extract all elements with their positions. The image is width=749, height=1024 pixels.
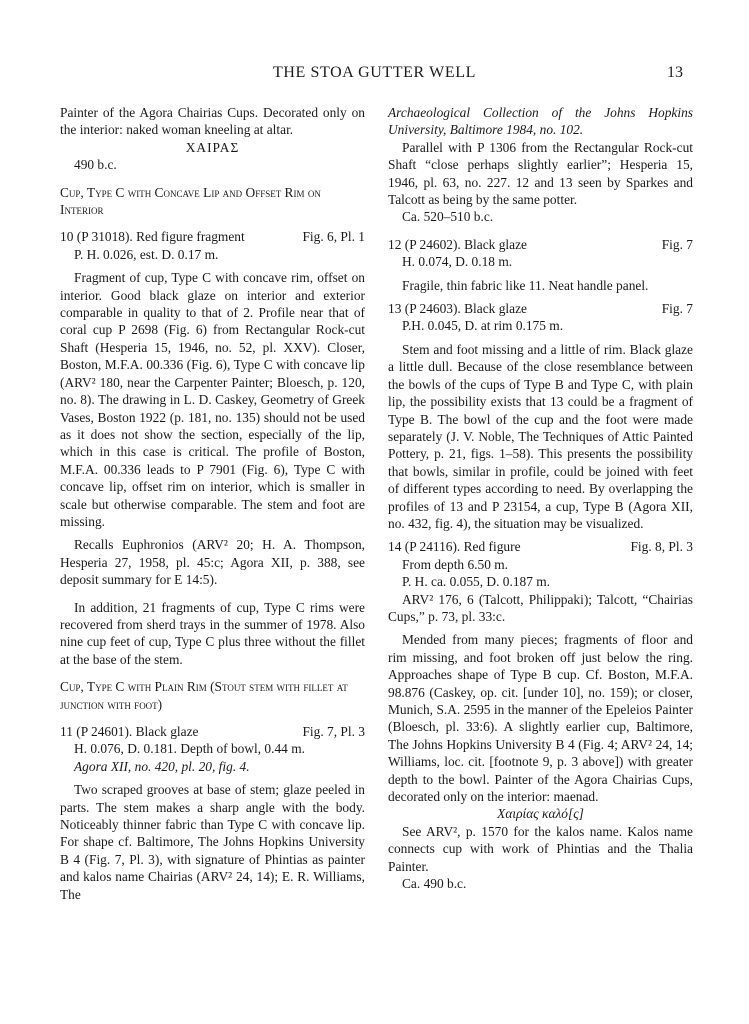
continued-citation: Archaeological Collection of the Johns Hopkins University, Baltimore 1984, no. 102.: [388, 105, 693, 138]
entry-11-figure-ref: Fig. 7, Pl. 3: [302, 724, 365, 739]
entry-14-dimensions: P. H. ca. 0.055, D. 0.187 m.: [402, 574, 551, 590]
entry-10-dimensions: P. H. 0.026, est. D. 0.17 m.: [74, 246, 219, 262]
intro-paragraph: Painter of the Agora Chairias Cups. Decorated only on the interior: naked woman kneeling at altar.: [60, 105, 365, 138]
running-title: THE STOA GUTTER WELL: [273, 64, 476, 81]
entry-12-description: Fragile, thin fabric like 11. Neat handle panel.: [402, 277, 649, 293]
parallel-paragraph: Parallel with P 1306 from the Rectangular Rock-cut Shaft “close perhaps slightly earlier”; Hesperia 15, 1946, pl. 63, no. 227. 12 and 13 seen by Sparkes and Talcott as being by the same potter.: [388, 139, 693, 208]
entry-14-inscription: Χαιρίας καλό[ς]: [497, 806, 584, 822]
entry-14-depth: From depth 6.50 m.: [402, 556, 509, 572]
entry-11-dimensions: H. 0.076, D. 0.181. Depth of bowl, 0.44 m.: [74, 741, 305, 757]
entry-14-date: Ca. 490 b.c.: [402, 876, 467, 892]
entry-11-description: Two scraped grooves at base of stem; glaze peeled in parts. The stem makes a sharp angle with the body. Noticeably thinner fabric than Type C with concave lip. For shape cf. Baltimore, The Johns Hopkins University B 4 (Fig. 7, Pl. 3), with signature of Phintias as painter and kalos name Chairias (ARV² 24, 14); E. R. Williams, The: [60, 782, 365, 902]
entry-10-description: Fragment of cup, Type C with concave rim, offset on interior. Good black glaze on interior and exterior comparable in quality to that of 2. Profile near that of coral cup P 2698 (Fig. 6) from Rectangular Rock-cut Shaft (Hesperia 15, 1946, no. 52, pl. XXV). Closer, Boston, M.F.A. 00.336 (Fig. 6), Type C with concave lip (ARV² 180, near the Carpenter Painter; Bloesch, p. 120, no. 8). The drawing in L. D. Caskey, Geometry of Greek Vases, Boston 1922 (p. 181, no. 135) should not be used as it does not show the section, especially of the lip, which in this case is critical. The profile of Boston, M.F.A. 00.336 leads to P 7901 (Fig. 6), Type C with concave lip, offset rim on interior, which is smaller in scale but otherwise comparable. The stem and foot are missing.: [60, 270, 365, 529]
entry-10-recalls: Recalls Euphronios (ARV² 20; H. A. Thompson, Hesperia 27, 1958, pl. 45:c; Agora XII, p. 388, see deposit summary for E 14:5).: [60, 537, 365, 588]
entry-12-header: [388, 236, 693, 253]
entry-13-header: [388, 300, 693, 317]
entry-14-references: ARV² 176, 6 (Talcott, Philippaki); Talcott, “Chairias Cups,” p. 73, pl. 33:c.: [388, 591, 693, 624]
entry-13-description: Stem and foot missing and a little of rim. Black glaze a little dull. Because of the close resemblance between the bowls of the cups of Type B and Type C, with plain lip, the possibility exists that 13 could be a fragment of Type B. The bowl of the cup and the foot were made separately (J. V. Noble, The Techniques of Attic Painted Pottery, p. 21, figs. 1–58). This presents the possibility that bowls, similar in profile, could be joined with feet of different types according to need. By overlapping the profiles of 13 and P 23154, a cup, Type B (Agora XII, no. 432, fig. 4), the situation may be visualized.: [388, 341, 693, 531]
entry-14-figure-ref: Fig. 8, Pl. 3: [630, 539, 693, 555]
entry-13-title: 13 (P 24603). Black glaze: [388, 301, 527, 317]
intro-date: 490 b.c.: [74, 157, 117, 173]
entry-13-figure-ref: Fig. 7: [661, 301, 693, 317]
entry-13-dimensions: P.H. 0.045, D. at rim 0.175 m.: [402, 318, 564, 334]
left-column: [60, 104, 365, 903]
entry-12-title: 12 (P 24602). Black glaze: [388, 236, 527, 252]
entry-11-header: [60, 723, 365, 740]
entry-14-header: [388, 538, 693, 555]
additional-fragments-paragraph: In addition, 21 fragments of cup, Type C rims were recovered from sherd trays in the summer of 1978. Also nine cup feet of cup, Type C plus three without the fillet at the base of the stem.: [60, 599, 365, 667]
entry-10-header: [60, 228, 365, 245]
inscription: ΧΑΙΡΑΣ: [185, 139, 240, 155]
entry-12-figure-ref: Fig. 7: [661, 236, 693, 252]
entry-11-agora-ref: Agora XII, no. 420, pl. 20, fig. 4.: [74, 758, 250, 774]
page-number: 13: [667, 64, 683, 81]
section-heading-type-c-concave: Cup, Type C with Concave Lip and Offset Rim on Interior: [60, 184, 321, 218]
section-heading-type-c-plain: Cup, Type C with Plain Rim (Stout stem with fillet at junction with foot): [60, 679, 348, 712]
entry-14-title: 14 (P 24116). Red figure: [388, 539, 521, 555]
entry-14-kalos-note: See ARV², p. 1570 for the kalos name. Kalos name connects cup with work of Phintias and the Thalia Painter.: [388, 823, 693, 874]
right-column: [388, 104, 693, 892]
parallel-date: Ca. 520–510 b.c.: [402, 209, 494, 225]
entry-10-title: 10 (P 31018). Red figure fragment: [60, 229, 245, 245]
entry-14-description: Mended from many pieces; fragments of floor and rim missing, and foot broken off just below the ring. Approaches shape of Type B cup. Cf. Boston, M.F.A. 98.876 (Caskey, op. cit. [under 10], no. 159); or closer, Munich, S.A. 2595 in the manner of the Epeleios Painter (Bloesch, pl. 33:6). A slightly earlier cup, Baltimore, The Johns Hopkins University B 4 (Fig. 4; ARV² 24, 14; Williams, loc. cit. [footnote 9, p. 3 above]) with greater depth to the bowl. Painter of the Agora Chairias Cups, decorated only on the interior: maenad.: [388, 632, 693, 805]
running-head: [0, 64, 749, 86]
entry-11-title: 11 (P 24601). Black glaze: [60, 724, 199, 739]
entry-12-dimensions: H. 0.074, D. 0.18 m.: [402, 254, 513, 270]
entry-10-figure-ref: Fig. 6, Pl. 1: [302, 229, 365, 245]
